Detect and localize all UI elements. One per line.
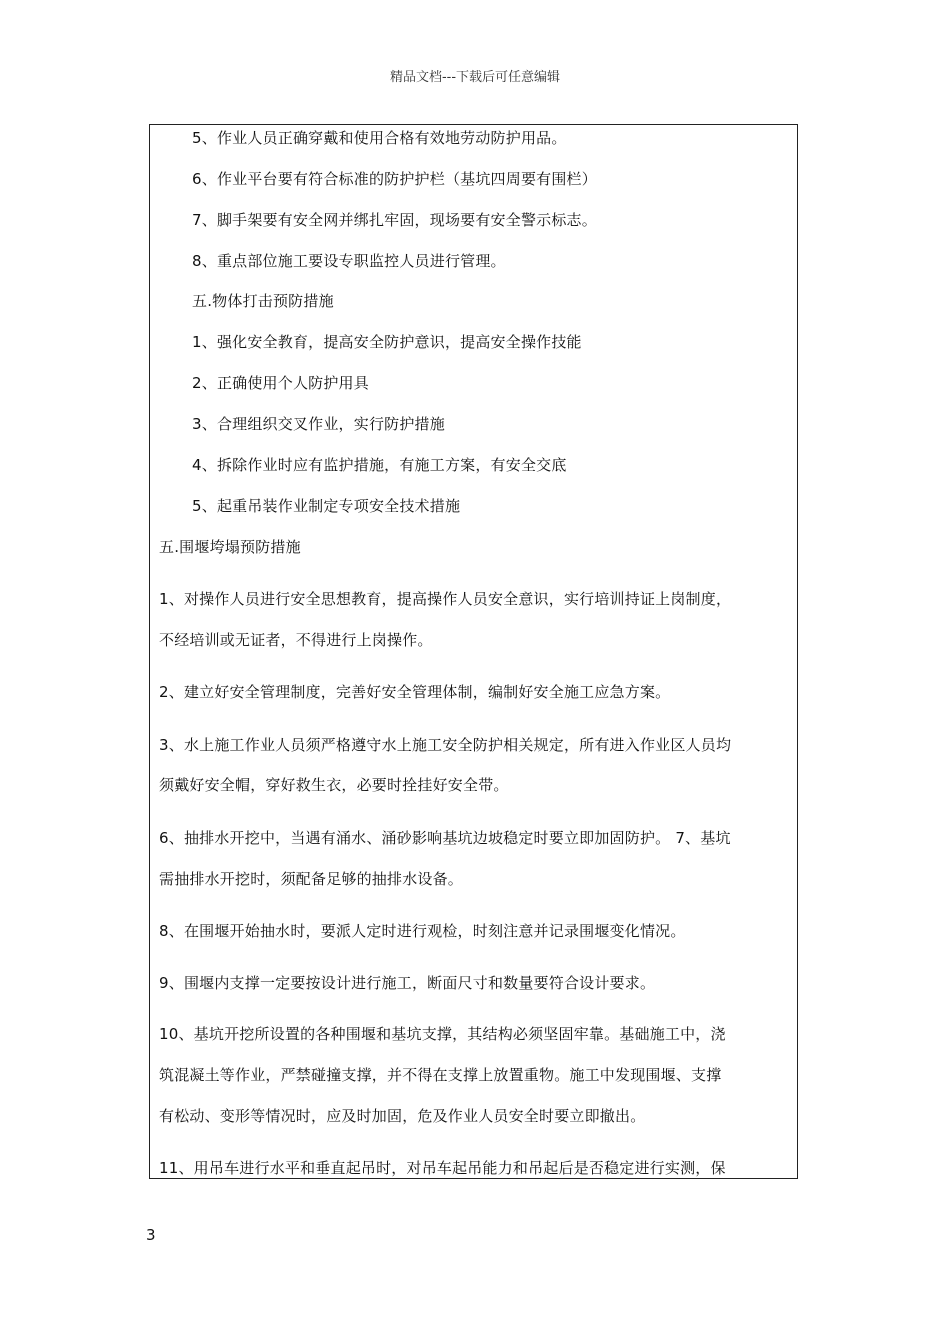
section-heading: 五.围堰垮塌预防措施 bbox=[159, 538, 301, 556]
content-frame bbox=[149, 124, 798, 1179]
text-line: 8、重点部位施工要设专职监控人员进行管理。 bbox=[192, 252, 506, 270]
text-line: 不经培训或无证者，不得进行上岗操作。 bbox=[159, 631, 433, 649]
text-line: 1、对操作人员进行安全思想教育，提高操作人员安全意识，实行培训持证上岗制度， bbox=[159, 590, 732, 608]
text-line: 6、作业平台要有符合标准的防护护栏（基坑四周要有围栏） bbox=[192, 170, 597, 188]
text-line: 7、脚手架要有安全网并绑扎牢固，现场要有安全警示标志。 bbox=[192, 211, 597, 229]
text-line: 9、围堰内支撑一定要按设计进行施工，断面尺寸和数量要符合设计要求。 bbox=[159, 974, 656, 992]
text-line: 6、抽排水开挖中，当遇有涌水、涌砂影响基坑边坡稳定时要立即加固防护。 7、基坑 bbox=[159, 829, 731, 847]
text-line: 筑混凝土等作业，严禁碰撞支撑，并不得在支撑上放置重物。施工中发现围堰、支撑 bbox=[159, 1066, 722, 1084]
text-line: 需抽排水开挖时，须配备足够的抽排水设备。 bbox=[159, 870, 464, 888]
text-line: 10、基坑开挖所设置的各种围堰和基坑支撑，其结构必须坚固牢靠。基础施工中，浇 bbox=[159, 1025, 726, 1043]
text-line: 3、水上施工作业人员须严格遵守水上施工安全防护相关规定，所有进入作业区人员均 bbox=[159, 736, 732, 754]
section-heading: 五.物体打击预防措施 bbox=[192, 292, 334, 310]
text-line: 8、在围堰开始抽水时，要派人定时进行观检，时刻注意并记录围堰变化情况。 bbox=[159, 922, 686, 940]
text-line: 4、拆除作业时应有监护措施，有施工方案，有安全交底 bbox=[192, 456, 567, 474]
text-line: 5、起重吊装作业制定专项安全技术措施 bbox=[192, 497, 461, 515]
text-line: 有松动、变形等情况时，应及时加固，危及作业人员安全时要立即撤出。 bbox=[159, 1107, 646, 1125]
text-line: 2、建立好安全管理制度，完善好安全管理体制，编制好安全施工应急方案。 bbox=[159, 683, 671, 701]
text-line: 3、合理组织交叉作业，实行防护措施 bbox=[192, 415, 445, 433]
text-line: 5、作业人员正确穿戴和使用合格有效地劳动防护用品。 bbox=[192, 129, 567, 147]
text-line: 2、正确使用个人防护用具 bbox=[192, 374, 369, 392]
page-header: 精品文档---下载后可任意编辑 bbox=[389, 70, 561, 85]
text-line: 须戴好安全帽，穿好救生衣，必要时拴挂好安全带。 bbox=[159, 776, 509, 794]
text-line: 11、用吊车进行水平和垂直起吊时，对吊车起吊能力和吊起后是否稳定进行实测，保 bbox=[159, 1159, 726, 1177]
page-number: 3 bbox=[146, 1226, 156, 1244]
text-line: 1、强化安全教育，提高安全防护意识，提高安全操作技能 bbox=[192, 333, 582, 351]
